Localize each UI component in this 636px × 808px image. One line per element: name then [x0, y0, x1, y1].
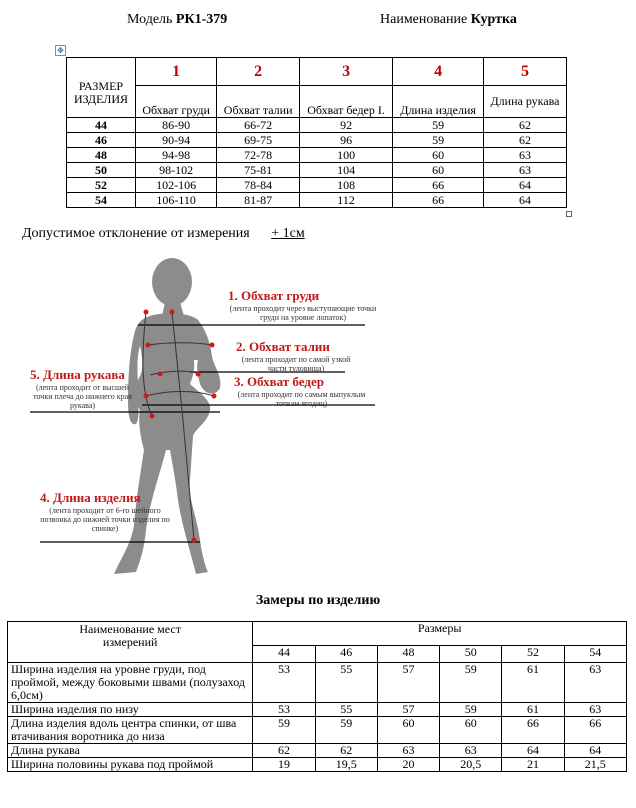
name-value: Куртка: [470, 12, 517, 27]
size-value-cell: 90-94: [136, 133, 217, 148]
measurement-value: 53: [253, 663, 315, 703]
product-name-heading: [380, 12, 517, 28]
size-value-cell: 59: [393, 118, 484, 133]
size-table: [66, 57, 567, 208]
size-value-cell: 104: [299, 163, 392, 178]
col-num-3: 3: [299, 58, 392, 86]
measurement-value: 66: [502, 717, 564, 744]
size-value-cell: 60: [393, 148, 484, 163]
size-row: [67, 148, 567, 163]
size-row: [67, 133, 567, 148]
measurement-value: 57: [377, 663, 439, 703]
measurement-row: [8, 744, 627, 758]
measurement-value: 61: [502, 663, 564, 703]
measurement-value: 57: [377, 703, 439, 717]
size-column-header: 48: [377, 645, 439, 662]
size-value-cell: 102-106: [136, 178, 217, 193]
measurement-value: 63: [564, 663, 626, 703]
size-cell: 52: [67, 178, 136, 193]
col-num-5: 5: [484, 58, 567, 86]
model-value: РК1-379: [175, 12, 228, 27]
measurement-value: 19: [253, 758, 315, 772]
size-row: [67, 163, 567, 178]
size-value-cell: 64: [484, 193, 567, 208]
measurement-value: 63: [440, 744, 502, 758]
size-cell: 54: [67, 193, 136, 208]
sizes-header: Размеры: [253, 622, 627, 646]
size-row: [67, 193, 567, 208]
measurement-value: 62: [315, 744, 377, 758]
size-row: [67, 178, 567, 193]
size-value-cell: 100: [299, 148, 392, 163]
measurement-name: Ширина половины рукава под проймой: [8, 758, 253, 772]
measurement-value: 20,5: [440, 758, 502, 772]
model-label: Модель: [127, 12, 173, 27]
measurement-value: 64: [564, 744, 626, 758]
size-column-header: 46: [315, 645, 377, 662]
measurement-value: 55: [315, 703, 377, 717]
size-column-header: 54: [564, 645, 626, 662]
size-cell: 48: [67, 148, 136, 163]
measurements-title: Замеры по изделию: [255, 593, 381, 608]
size-value-cell: 86-90: [136, 118, 217, 133]
size-value-cell: 96: [299, 133, 392, 148]
label-waist: 2. Обхват талии (лента проходит по самой узкой части туловища): [236, 339, 351, 373]
size-cell: 46: [67, 133, 136, 148]
measurement-value: 53: [253, 703, 315, 717]
measurement-name: Длина рукава: [8, 744, 253, 758]
measurement-value: 60: [440, 717, 502, 744]
measurement-value: 59: [440, 703, 502, 717]
measurement-value: 19,5: [315, 758, 377, 772]
measurement-name: Ширина изделия по низу: [8, 703, 253, 717]
measurement-value: 20: [377, 758, 439, 772]
size-value-cell: 94-98: [136, 148, 217, 163]
table-move-handle-icon[interactable]: ✥: [55, 45, 66, 56]
measurement-row: [8, 663, 627, 703]
size-cell: 44: [67, 118, 136, 133]
size-column-header: 50: [440, 645, 502, 662]
col-num-4: 4: [393, 58, 484, 86]
measurement-name: Длина изделия вдоль центра спинки, от шва втачивания воротника до низа: [8, 717, 253, 744]
size-value-cell: 60: [393, 163, 484, 178]
model-heading: [127, 12, 227, 28]
col-num-2: 2: [217, 58, 300, 86]
measurement-name: Ширина изделия на уровне груди, под проймой, между боковыми швами (полузаход 6,0см): [8, 663, 253, 703]
size-value-cell: 106-110: [136, 193, 217, 208]
measurement-row: [8, 717, 627, 744]
size-value-cell: 81-87: [217, 193, 300, 208]
size-cell: 50: [67, 163, 136, 178]
size-value-cell: 75-81: [217, 163, 300, 178]
measurement-value: 59: [253, 717, 315, 744]
size-value-cell: 63: [484, 148, 567, 163]
measurement-value: 59: [315, 717, 377, 744]
measurement-value: 21,5: [564, 758, 626, 772]
size-value-cell: 63: [484, 163, 567, 178]
measurement-value: 63: [377, 744, 439, 758]
size-row: [67, 118, 567, 133]
size-value-cell: 69-75: [217, 133, 300, 148]
size-value-cell: 66: [393, 193, 484, 208]
col-label-length: Длина изделия: [393, 86, 484, 118]
size-value-cell: 62: [484, 118, 567, 133]
place-name-header: Наименование мест измерений: [8, 622, 253, 663]
name-label: Наименование: [380, 12, 468, 27]
size-value-cell: 78-84: [217, 178, 300, 193]
col-label-hips: Обхват бедер I.: [299, 86, 392, 118]
measurement-row: [8, 758, 627, 772]
label-hips: 3. Обхват бедер (лента проходит по самым выпуклым точкам ягодиц): [234, 374, 366, 408]
measurement-value: 21: [502, 758, 564, 772]
col-num-1: 1: [136, 58, 217, 86]
size-column-header: 52: [502, 645, 564, 662]
size-value-cell: 59: [393, 133, 484, 148]
measurements-table: [7, 621, 627, 772]
tolerance-note: [22, 226, 305, 242]
tolerance-text: Допустимое отклонение от измерения: [22, 226, 250, 241]
size-value-cell: 62: [484, 133, 567, 148]
col-label-chest: Обхват груди: [136, 86, 217, 118]
measurement-value: 60: [377, 717, 439, 744]
label-chest: 1. Обхват груди (лента проходит через выступающие точки груди на уровне лопаток): [228, 288, 377, 322]
measurement-value: 63: [564, 703, 626, 717]
size-value-cell: 108: [299, 178, 392, 193]
label-sleeve: 5. Длина рукава (лента проходит от высшей точки плеча до нижнего края рукава): [30, 367, 132, 410]
size-column-header: 44: [253, 645, 315, 662]
size-value-cell: 66: [393, 178, 484, 193]
label-length: 4. Длина изделия (лента проходит от 6-го шейного позвонка до нижней точки изделия по спинке): [40, 490, 170, 533]
size-value-cell: 66-72: [217, 118, 300, 133]
table-resize-handle[interactable]: [566, 211, 572, 217]
tolerance-value: + 1см: [271, 226, 305, 241]
size-value-cell: 64: [484, 178, 567, 193]
measurement-value: 55: [315, 663, 377, 703]
measurement-value: 64: [502, 744, 564, 758]
size-value-cell: 112: [299, 193, 392, 208]
measurement-value: 59: [440, 663, 502, 703]
measurement-value: 61: [502, 703, 564, 717]
size-header: РАЗМЕР ИЗДЕЛИЯ: [67, 58, 136, 118]
measurement-value: 66: [564, 717, 626, 744]
col-label-waist: Обхват талии: [217, 86, 300, 118]
size-value-cell: 92: [299, 118, 392, 133]
measurement-value: 62: [253, 744, 315, 758]
measurement-row: [8, 703, 627, 717]
size-value-cell: 98-102: [136, 163, 217, 178]
col-label-sleeve: Длина рукава: [484, 86, 567, 118]
size-value-cell: 72-78: [217, 148, 300, 163]
